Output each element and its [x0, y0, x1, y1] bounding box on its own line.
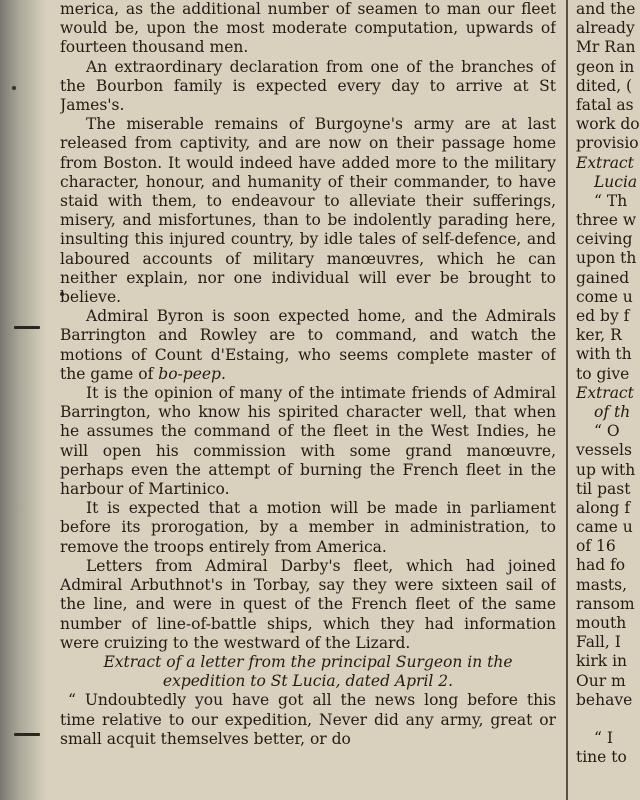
fragment-line: “ Th: [594, 191, 628, 210]
fragment-line: up with: [576, 460, 636, 479]
main-article-column: [60, 0, 556, 800]
paragraph-text: The miserable remains of Burgoyne's army are at last released from captivity, and are now on their passage home from Boston. It would indeed have added more to the military character, honour, and humanity of their commander, to have staid with them, to endeavour to alleviate their sufferings, misery, and misfortunes, than to be indolently parading here, insulting this injured country, by idle tales of self-defence, and laboured accounts of military manœuvres, which he can neither explain, nor one individual will ever be brought to believe.: [60, 115, 556, 307]
paragraph-text: It is the opinion of many of the intimate friends of Admiral Barrington, who know his spirited character well, that when he assumes the command of the fleet in the West Indies, he will open his commission with some grand manœuvre, perhaps even the attempt of burning the French fleet in the harbour of Martinico.: [60, 384, 556, 499]
fragment-line: behave: [576, 690, 633, 709]
fragment-line: Mr Ran: [576, 38, 636, 57]
fragment-line: Extract: [576, 383, 634, 402]
paragraph-text: “ Undoubtedly you have got all the news long before this time relative to our expedition, Never did any army, great or small acquit themselves better, or do: [60, 691, 556, 748]
fragment-line: ceiving: [576, 230, 633, 249]
fragment-line: “ I: [594, 729, 613, 748]
column-rule: [566, 0, 568, 800]
article-paragraph: [60, 557, 556, 653]
fragment-line: dited, (: [576, 76, 633, 95]
fragment-line: kirk in: [576, 652, 628, 671]
fragment-line: Lucia: [594, 172, 638, 191]
fragment-line: provisio: [576, 134, 639, 153]
paragraph-text: Extract of a letter from the principal Surgeon in the expedition to St Lucia, dated April 2.: [103, 652, 513, 691]
adjacent-column-fragment: [576, 0, 640, 800]
fragment-line: had fo: [576, 556, 626, 575]
fragment-line: Extract: [576, 153, 634, 172]
paragraph-text: An extraordinary declaration from one of the branches of the Bourbon family is expected every day to arrive at St James's.: [60, 57, 556, 115]
article-paragraph: [60, 307, 556, 384]
ink-mark: [12, 86, 16, 90]
fragment-line: fatal as: [576, 95, 634, 114]
fragment-line: three w: [576, 211, 637, 230]
fragment-line: ed by f: [576, 307, 630, 325]
fragment-line: work do: [576, 115, 640, 134]
fragment-line: to give: [576, 364, 630, 383]
article-paragraph: [60, 384, 556, 499]
fragment-line: of th: [594, 402, 631, 421]
paragraph-text: Admiral Byron is soon expected home, and the Admirals Barrington and Rowley are to command, and watch the motions of Count d'Estaing, who seems complete master of the game of: [60, 307, 556, 383]
fragment-line: mouth: [576, 614, 627, 632]
paragraph-text: Letters from Admiral Darby's fleet, which had joined Admiral Arbuthnot's in Torbay, say they were sixteen sail of the line, and were in quest of the French fleet of the same number of line-of-battle ships, which they had information were cruizing to the westward of the Lizard.: [60, 556, 556, 652]
fragment-line: “ O: [594, 422, 620, 441]
article-paragraph: [60, 499, 556, 557]
paragraph-text: It is expected that a motion will be made in parliament before its prorogation, by a member in administration, to remove the troops entirely from America.: [60, 499, 556, 556]
fragment-line: vessels: [576, 441, 632, 460]
fragment-line: gained: [576, 268, 630, 287]
fragment-line: come u: [576, 287, 633, 306]
fragment-line: ker, R: [576, 326, 622, 345]
fragment-line: tine to: [576, 748, 627, 767]
binding-spine: [0, 0, 46, 800]
fragment-line: til past: [576, 479, 631, 498]
article-paragraph: [60, 0, 556, 58]
fragment-line: Our m: [576, 671, 626, 690]
fragment-line: along f: [576, 498, 631, 517]
fragment-line: and the: [576, 0, 636, 18]
fragment-line: of 16: [576, 537, 616, 556]
article-paragraph: [60, 58, 556, 116]
fragment-line: upon th: [576, 249, 637, 268]
fragment-line: ransom: [576, 594, 635, 613]
fragment-line: with th: [576, 345, 632, 364]
fragment-line: [576, 710, 640, 729]
paragraph-text: merica, as the additional number of seamen to man our fleet would be, upon the most moderate computation, upwards of fourteen thousand men.: [60, 0, 556, 57]
article-paragraph: [60, 691, 556, 749]
binding-stitch: [14, 326, 40, 329]
extract-heading: [60, 653, 556, 691]
binding-stitch: [14, 733, 40, 736]
fragment-line: came u: [576, 518, 633, 537]
fragment-line: already: [576, 19, 635, 38]
article-paragraph: [60, 115, 556, 307]
fragment-line: geon in: [576, 57, 635, 76]
fragment-line: masts,: [576, 575, 628, 594]
italic-phrase: bo-peep.: [158, 364, 226, 383]
fragment-line: Fall, I: [576, 633, 621, 652]
